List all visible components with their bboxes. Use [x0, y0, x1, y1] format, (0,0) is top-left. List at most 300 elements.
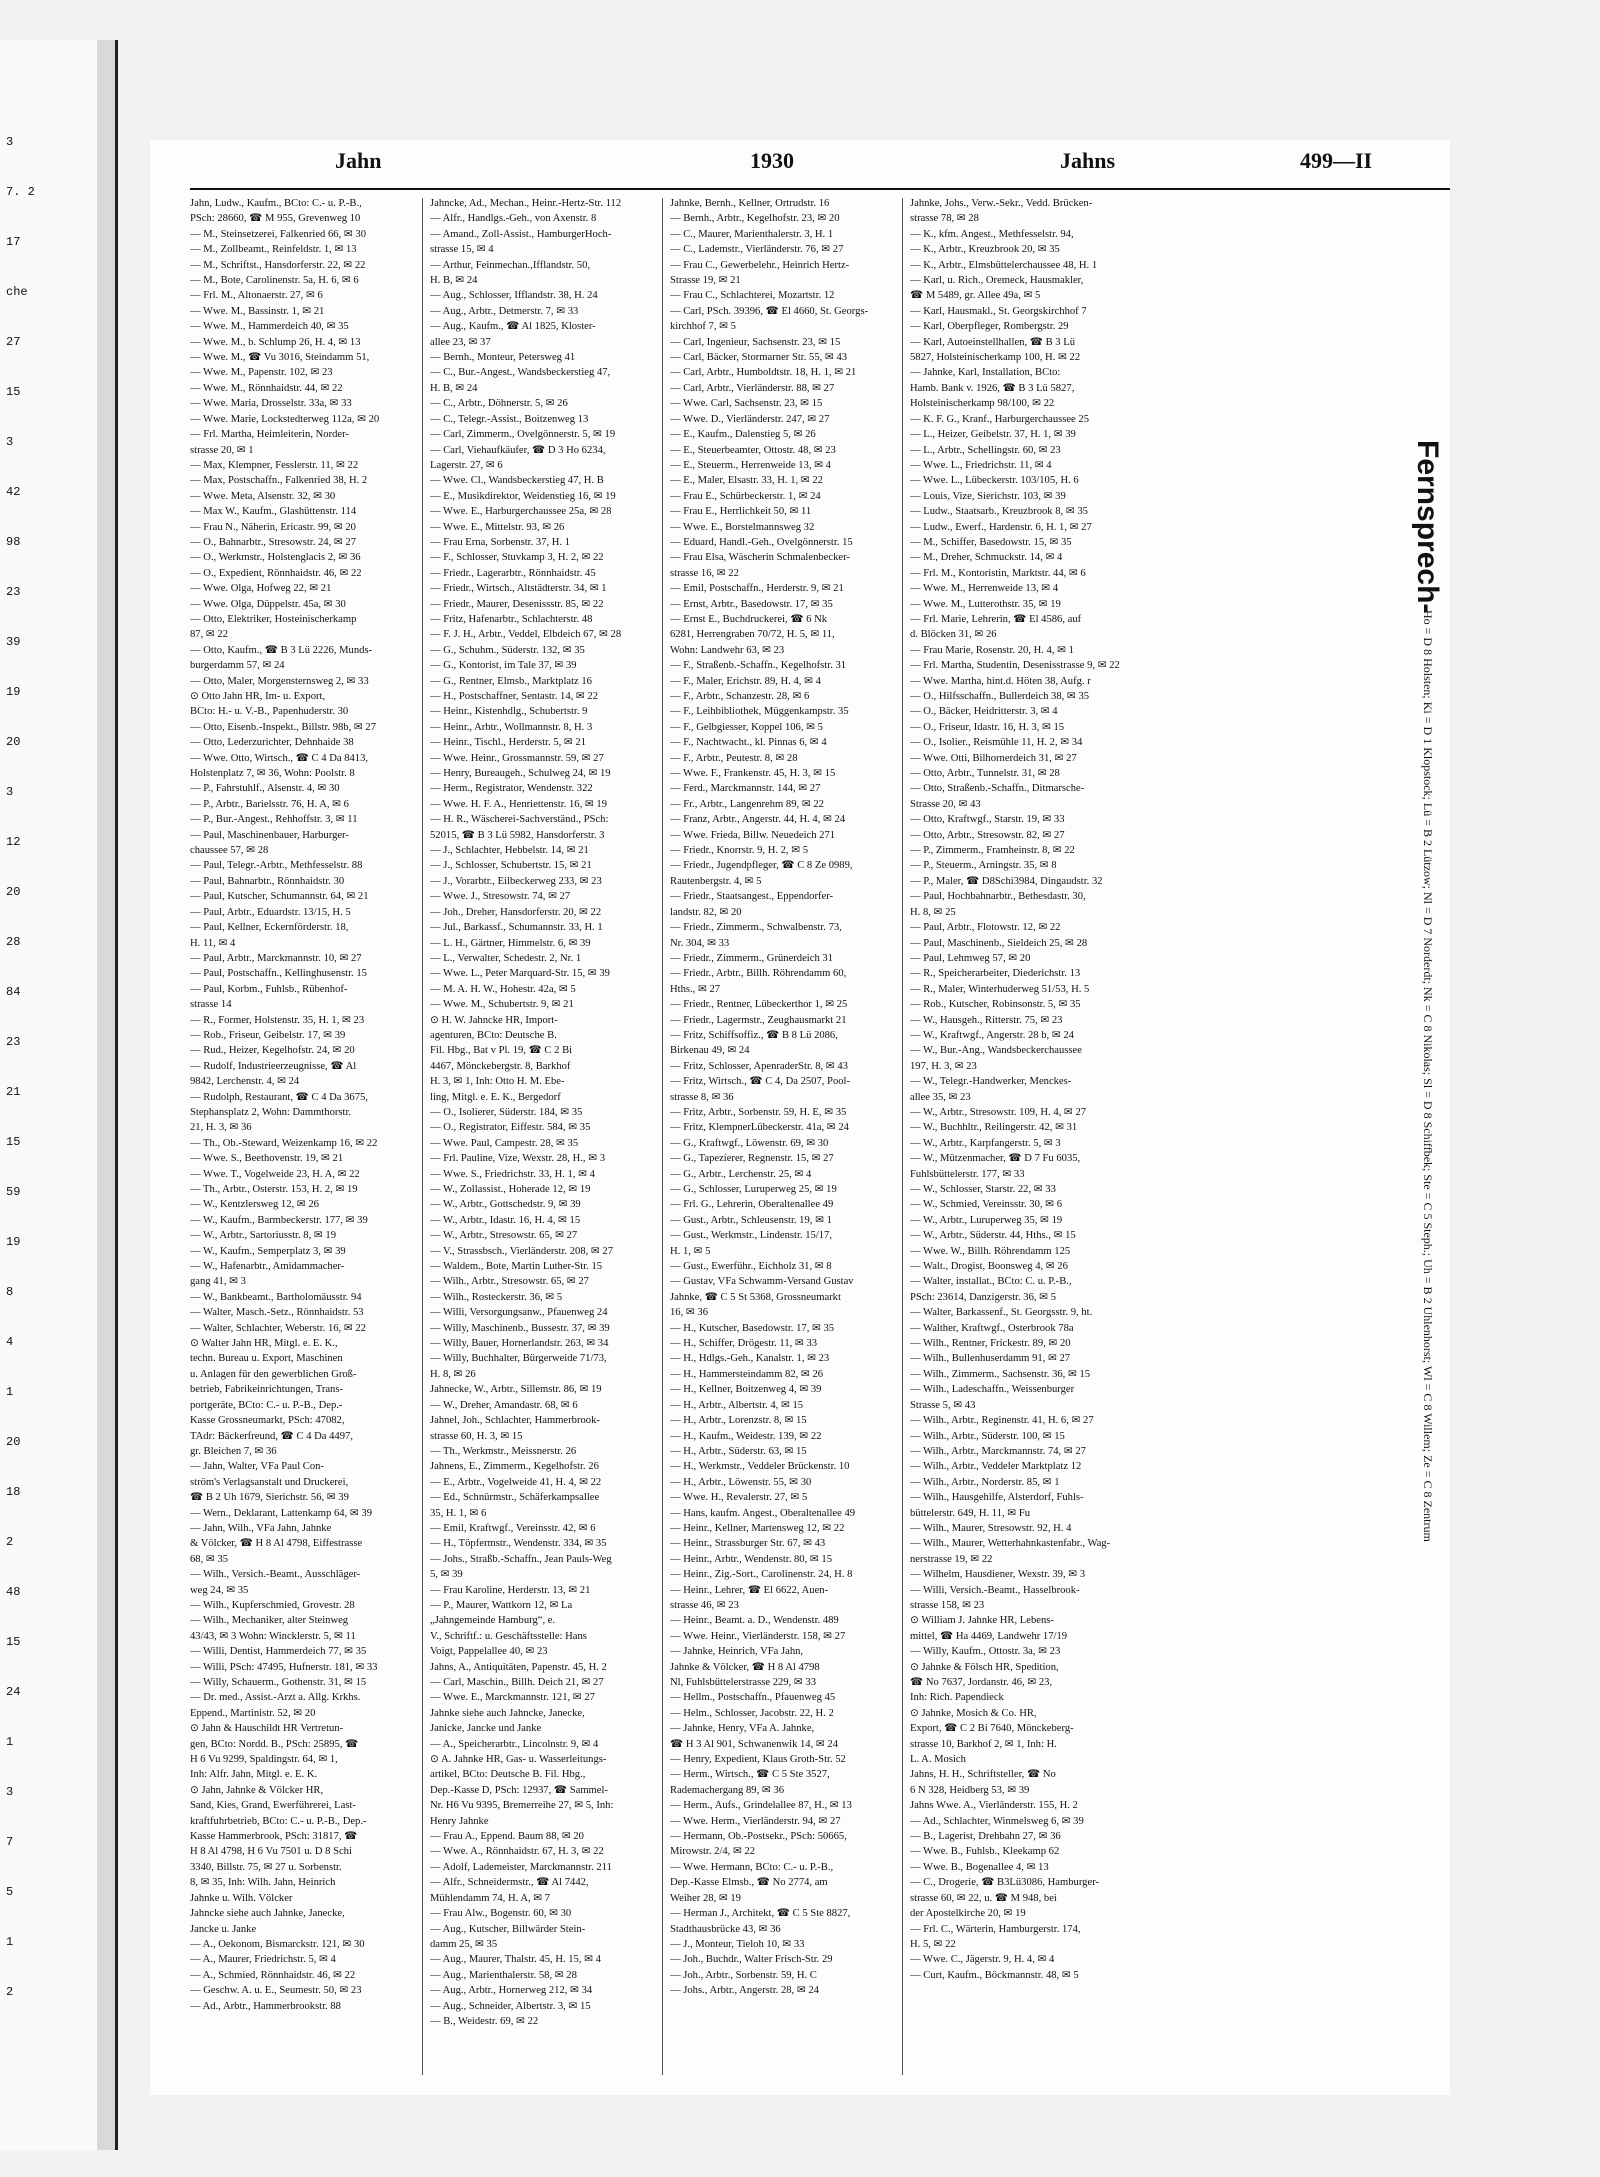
- directory-entry: portgeräte, BCto: C.- u. P.-B., Dep.-: [190, 1399, 343, 1411]
- directory-entry: — Walter, Barkassenf., St. Georgsstr. 9, ht.: [910, 1307, 1093, 1319]
- directory-entry: Jahns Wwe. A., Vierländerstr. 155, H. 2: [910, 1800, 1078, 1812]
- directory-entry: — Wwe. M., Schubertstr. 9, ✉ 21: [430, 999, 574, 1011]
- directory-entry: — Frl. Martha, Studentin, Desenisstrasse 9, ✉ 22: [910, 660, 1120, 672]
- directory-entry: — Wilh., Arbtr., Veddeler Marktplatz 12: [910, 1461, 1082, 1473]
- directory-entry: — Wilh., Zimmerm., Sachsenstr. 36, ✉ 15: [910, 1368, 1091, 1380]
- margin-fragment: 12: [6, 835, 21, 849]
- directory-entry: 6 N 328, Heidberg 53, ✉ 39: [910, 1784, 1030, 1796]
- margin-fragment: 7. 2: [6, 185, 35, 199]
- directory-entry: Fuhlsbüttelerstr. 177, ✉ 33: [910, 1168, 1025, 1180]
- directory-entry: — E., Steuerm., Herrenweide 13, ✉ 4: [670, 459, 831, 471]
- directory-entry: — Ad., Schlachter, Winmelsweg 6, ✉ 39: [910, 1815, 1084, 1827]
- directory-entry: — Helm., Schlosser, Jacobstr. 22, H. 2: [670, 1707, 834, 1719]
- directory-entry: — Wilh., Kupferschmied, Grovestr. 28: [190, 1599, 355, 1611]
- directory-entry: — H. R., Wäscherei-Sachverständ., PSch:: [430, 814, 609, 826]
- directory-entry: — P., Zimmerm., Framheinstr. 8, ✉ 22: [910, 845, 1075, 857]
- directory-entry: — J., Vorarbtr., Eilbeckerweg 233, ✉ 23: [430, 875, 602, 887]
- directory-entry: strasse 158, ✉ 23: [910, 1599, 985, 1611]
- directory-entry: — Th., Arbtr., Osterstr. 153, H. 2, ✉ 19: [190, 1184, 358, 1195]
- directory-entry: gr. Bleichen 7, ✉ 36: [190, 1445, 277, 1457]
- directory-entry: — Th., Ob.-Steward, Weizenkamp 16, ✉ 22: [190, 1137, 378, 1149]
- directory-entry: — Willi, Versorgungsanw., Pfauenweg 24: [430, 1307, 608, 1319]
- directory-entry: — Wwe. H. F. A., Henriettenstr. 16, ✉ 19: [430, 798, 608, 810]
- directory-entry: Voigt, Pappelallee 40, ✉ 23: [430, 1646, 548, 1658]
- directory-entry: — Wwe. F., Frankenstr. 45, H. 3, ✉ 15: [670, 768, 836, 780]
- directory-entry: — Curt, Kaufm., Böckmannstr. 48, ✉ 5: [910, 1969, 1079, 1981]
- directory-entry: strasse 60, H. 3, ✉ 15: [430, 1430, 523, 1442]
- directory-entry: „Jahngemeinde Hamburg“, e.: [430, 1615, 556, 1627]
- margin-fragment: 24: [6, 1685, 21, 1699]
- directory-entry: — Rob., Friseur, Geibelstr. 17, ✉ 39: [190, 1029, 346, 1041]
- directory-entry: BCto: H.- u. V.-B., Papenhuderstr. 30: [190, 706, 349, 718]
- directory-entry: — Walther, Kraftwgf., Osterbrook 78a: [910, 1322, 1074, 1334]
- directory-entry: — V., Strassbsch., Vierländerstr. 208, ✉ 27: [430, 1245, 614, 1257]
- directory-entry: Holstenplatz 7, ✉ 36, Wohn: Poolstr. 8: [190, 768, 355, 780]
- page-number: 499—II: [1300, 148, 1373, 173]
- margin-fragment: 21: [6, 1085, 21, 1099]
- directory-entry: — M., Steinsetzerei, Falkenried 66, ✉ 30: [190, 228, 366, 240]
- directory-entry: — Paul, Kellner, Eckernförderstr. 18,: [190, 922, 349, 934]
- directory-entry: agenturen, BCto: Deutsche B.: [430, 1029, 557, 1041]
- directory-entry: — H., Werkmstr., Veddeler Brückenstr. 10: [670, 1461, 850, 1473]
- directory-entry: — G., Arbtr., Lerchenstr. 25, ✉ 4: [670, 1168, 812, 1180]
- directory-entry: 9842, Lerchenstr. 4, ✉ 24: [190, 1076, 300, 1088]
- directory-entry: — Paul, Arbtr., Marckmannstr. 10, ✉ 27: [190, 952, 362, 964]
- directory-entry: — Frau Marie, Rosenstr. 20, H. 4, ✉ 1: [910, 644, 1074, 656]
- directory-entry: — Otto, Eisenb.-Inspekt., Billstr. 98b, ✉ 27: [190, 721, 377, 733]
- margin-fragment: 3: [6, 135, 14, 149]
- directory-entry: ⊙ H. W. Jahncke HR, Import-: [430, 1014, 558, 1026]
- directory-entry: — Wwe. S., Beethovenstr. 19, ✉ 21: [190, 1153, 344, 1165]
- directory-entry: — Heinr., Zig.-Sort., Carolinenstr. 24, H. 8: [670, 1569, 853, 1581]
- directory-entry: — Paul, Maschinenbauer, Harburger-: [190, 829, 349, 841]
- directory-entry: — H., Kaufm., Weidestr. 139, ✉ 22: [670, 1430, 822, 1442]
- directory-entry: — Friedr., Lagerarbtr., Rönnhaidstr. 45: [430, 567, 596, 579]
- directory-entry: — Henry, Expedient, Klaus Groth-Str. 52: [670, 1754, 846, 1766]
- directory-entry: — C., Telegr.-Assist., Boitzenweg 13: [430, 413, 589, 425]
- directory-entry: — Rudolph, Restaurant, ☎ C 4 Da 3675,: [190, 1091, 368, 1103]
- directory-entry: — Wilh., Hausgehilfe, Alsterdorf, Fuhls-: [910, 1492, 1084, 1504]
- directory-entry: — Paul, Telegr.-Arbtr., Methfesselstr. 88: [190, 860, 363, 872]
- directory-entry: — Rob., Kutscher, Robinsonstr. 5, ✉ 35: [910, 999, 1081, 1011]
- directory-entry: ⊙ Jahnke & Fölsch HR, Spedition,: [910, 1661, 1059, 1673]
- header-year: 1930: [750, 148, 794, 173]
- directory-entry: — H., Arbtr., Lorenzstr. 8, ✉ 15: [670, 1415, 807, 1427]
- directory-entry: allee 23, ✉ 37: [430, 336, 491, 348]
- directory-entry: — Wwe. M., Rönnhaidstr. 44, ✉ 22: [190, 382, 343, 394]
- directory-entry: strasse 16, ✉ 22: [670, 567, 739, 579]
- directory-entry: — W., Arbtr., Stresowstr. 109, H. 4, ✉ 27: [910, 1106, 1087, 1118]
- directory-entry: 4467, Mönckebergstr. 8, Barkhof: [430, 1060, 571, 1072]
- phone-exchange-legend: [1406, 440, 1450, 2090]
- directory-entry: — Jahn, Wilh., VFa Jahn, Jahnke: [190, 1522, 332, 1534]
- directory-entry: — Aug., Schlosser, Ifflandstr. 38, H. 24: [430, 290, 598, 302]
- directory-entry: nerstrasse 19, ✉ 22: [910, 1553, 993, 1565]
- directory-entry: — Paul, Lehmweg 57, ✉ 20: [910, 952, 1031, 964]
- directory-entry: — Wilh., Arbtr., Marckmannstr. 74, ✉ 27: [910, 1445, 1086, 1457]
- directory-entry: — Aug., Schneider, Albertstr. 3, ✉ 15: [430, 2000, 591, 2012]
- directory-entry: — Wwe. L., Friedrichstr. 11, ✉ 4: [910, 459, 1052, 471]
- directory-entry: — G., Rentner, Elmsb., Marktplatz 16: [430, 675, 592, 687]
- directory-entry: — Aug., Maurer, Thalstr. 45, H. 15, ✉ 4: [430, 1954, 601, 1966]
- directory-entry: — Gust., Werkmstr., Lindenstr. 15/17,: [670, 1230, 832, 1242]
- directory-entry: — Bernh., Monteur, Petersweg 41: [430, 352, 576, 364]
- directory-entry: — E., Kaufm., Dalenstieg 5, ✉ 26: [670, 429, 816, 441]
- margin-fragment: 59: [6, 1185, 21, 1199]
- directory-entry: Rautenbergstr. 4, ✉ 5: [670, 875, 762, 887]
- directory-entry: landstr. 82, ✉ 20: [670, 906, 742, 918]
- directory-entry: Jahnel, Joh., Schlachter, Hammerbrook-: [430, 1415, 600, 1427]
- directory-entry: — Amand., Zoll-Assist., HamburgerHoch-: [430, 228, 612, 240]
- legend-text: Ho = D 8 Holsten; Ki = D 1 Klopstock; Lü = B 2 Lützow; Nl = D 7 Norderdt; Nk = C 8 Nikolas; Sl = D 8 Schiffbek; Ste = C 5 Steph.; Uh = B 2 Uhlenhorst; Wl = C 8 Willem; Ze = C 8 Zentrum: [1421, 610, 1435, 1542]
- directory-entry: — Wwe. Cl., Wandsbeckerstieg 47, H. B: [430, 475, 604, 487]
- directory-entry: ☎ No 7637, Jordanstr. 46, ✉ 23,: [910, 1677, 1053, 1688]
- directory-entry: Jahnke, Bernh., Kellner, Ortrudstr. 16: [670, 198, 830, 209]
- directory-entry: — Ludw., Staatsarb., Kreuzbrook 8, ✉ 35: [910, 506, 1088, 518]
- directory-entry: H. B, ✉ 24: [430, 275, 478, 287]
- directory-entry: — Hermann, Ob.-Postsekr., PSch: 50665,: [670, 1831, 847, 1843]
- directory-entry: — Ad., Arbtr., Hammerbrookstr. 88: [190, 2000, 341, 2012]
- column-4: [910, 196, 1135, 1983]
- directory-entry: — Franz, Arbtr., Angerstr. 44, H. 4, ✉ 24: [670, 814, 846, 826]
- directory-entry: — Wwe. Otti, Bilhornerdeich 31, ✉ 27: [910, 752, 1077, 764]
- directory-entry: — Aug., Kaufm., ☎ Al 1825, Kloster-: [430, 321, 596, 333]
- directory-entry: — Wwe. E., Harburgerchaussee 25a, ✉ 28: [430, 506, 612, 518]
- directory-entry: — W., Buchhltr., Reilingerstr. 42, ✉ 31: [910, 1122, 1078, 1134]
- directory-entry: — Th., Werkmstr., Meissnerstr. 26: [430, 1445, 577, 1457]
- directory-entry: — Walter, installat., BCto: C. u. P.-B.,: [910, 1276, 1072, 1288]
- directory-entry: strasse 14: [190, 999, 232, 1011]
- directory-entry: strasse 60, ✉ 22, u. ☎ M 948, bei: [910, 1892, 1057, 1904]
- directory-entry: — Carl, Zimmerm., Ovelgönnerstr. 5, ✉ 19: [430, 429, 616, 441]
- directory-entry: — Wilh., Rosteckerstr. 36, ✉ 5: [430, 1291, 563, 1303]
- directory-entry: 5827, Holsteinischerkamp 100, H. ✉ 22: [910, 352, 1081, 364]
- directory-entry: — W., Arbtr., Karpfangerstr. 5, ✉ 3: [910, 1137, 1061, 1149]
- directory-entry: — K., Arbtr., Kreuzbrook 20, ✉ 35: [910, 244, 1060, 256]
- directory-entry: 16, ✉ 36: [670, 1307, 709, 1319]
- directory-entry: — Wilhelm, Hausdiener, Wexstr. 39, ✉ 3: [910, 1569, 1086, 1581]
- column-separator: [662, 198, 663, 2075]
- directory-entry: — R., Maler, Winterhuderweg 51/53, H. 5: [910, 983, 1090, 995]
- directory-entry: — Wwe. Martha, hint.d. Höten 38, Aufg. r: [910, 675, 1091, 687]
- margin-fragment: 27: [6, 335, 21, 349]
- directory-entry: — L. H., Gärtner, Himmelstr. 6, ✉ 39: [430, 937, 591, 949]
- directory-entry: — Heinr., Kellner, Martensweg 12, ✉ 22: [670, 1522, 845, 1534]
- directory-entry: u. Anlagen für den gewerblichen Groß-: [190, 1368, 357, 1380]
- directory-entry: Nr. 304, ✉ 33: [670, 937, 730, 949]
- directory-entry: — Dr. med., Assist.-Arzt a. Allg. Krkhs.: [190, 1692, 361, 1704]
- directory-entry: — F., Straßenb.-Schaffn., Kegelhofstr. 31: [670, 660, 847, 672]
- directory-entry: — F., Gelbgiesser, Koppel 106, ✉ 5: [670, 721, 823, 733]
- directory-entry: Inh: Alfr. Jahn, Mitgl. e. E. K.: [190, 1769, 318, 1781]
- directory-entry: — F., Schlosser, Stuvkamp 3, H. 2, ✉ 22: [430, 552, 604, 564]
- directory-entry: — Wwe. Olga, Düppelstr. 45a, ✉ 30: [190, 598, 346, 610]
- directory-entry: H 8 Al 4798, H 6 Vu 7501 u. D 8 Schi: [190, 1846, 352, 1858]
- directory-entry: — Jul., Barkassf., Schumannstr. 33, H. 1: [430, 922, 603, 934]
- directory-entry: — H., Hammersteindamm 82, ✉ 26: [670, 1368, 824, 1380]
- directory-entry: — Fr., Arbtr., Langenrehm 89, ✉ 22: [670, 798, 824, 810]
- directory-entry: — Hellm., Postschaffn., Pfauenweg 45: [670, 1692, 836, 1704]
- directory-entry: — H., Arbtr., Löwenstr. 55, ✉ 30: [670, 1476, 812, 1488]
- directory-entry: — Frau Erna, Sorbenstr. 37, H. 1: [430, 536, 571, 548]
- directory-entry: — Fritz, KlempnerLübeckerstr. 41a, ✉ 24: [670, 1122, 849, 1134]
- directory-entry: — W., Kaufm., Semperplatz 3, ✉ 39: [190, 1245, 346, 1257]
- directory-entry: — Friedr., Zimmerm., Schwalbenstr. 73,: [670, 922, 842, 934]
- margin-fragment: 2: [6, 1535, 14, 1549]
- directory-entry: betrieb, Fabrikeinrichtungen, Trans-: [190, 1384, 343, 1396]
- directory-entry: — Jahnke, Henry, VFa A. Jahnke,: [670, 1723, 815, 1735]
- directory-entry: — Wwe. E., Mittelstr. 93, ✉ 26: [430, 521, 565, 533]
- directory-entry: H 6 Vu 9299, Spaldingstr. 64, ✉ 1,: [190, 1754, 338, 1766]
- directory-entry: büttelerstr. 649, H. 11, ✉ Fu: [910, 1507, 1031, 1519]
- directory-entry: — E., Arbtr., Vogelweide 41, H. 4, ✉ 22: [430, 1476, 602, 1488]
- directory-entry: — P., Arbtr., Barielsstr. 76, H. A, ✉ 6: [190, 798, 349, 810]
- directory-entry: — Frau A., Eppend. Baum 88, ✉ 20: [430, 1831, 584, 1843]
- directory-entry: — Johs., Straßb.-Schaffn., Jean Pauls-Weg: [430, 1553, 612, 1565]
- directory-entry: — W., Schmied, Vereinsstr. 30, ✉ 6: [910, 1199, 1062, 1211]
- directory-entry: — Wilh., Mechaniker, alter Steinweg: [190, 1615, 349, 1627]
- directory-entry: — Willy, Bauer, Hornerlandstr. 263, ✉ 34: [430, 1338, 609, 1350]
- directory-entry: — Carl, Arbtr., Vierländerstr. 88, ✉ 27: [670, 382, 835, 394]
- directory-entry: Kasse Grossneumarkt, PSch: 47082,: [190, 1415, 345, 1427]
- directory-entry: Hths., ✉ 27: [670, 983, 721, 995]
- directory-entry: ling, Mitgl. e. E. K., Bergedorf: [430, 1091, 561, 1103]
- directory-entry: — Wern., Deklarant, Lattenkamp 64, ✉ 39: [190, 1507, 372, 1519]
- directory-entry: — Gustav, VFa Schwamm-Versand Gustav: [670, 1276, 854, 1288]
- directory-entry: — Walt., Drogist, Boonsweg 4, ✉ 26: [910, 1261, 1068, 1273]
- directory-entry: — A., Oekonom, Bismarckstr. 121, ✉ 30: [190, 1938, 365, 1950]
- directory-entry: — Wwe. B., Fuhlsb., Kleekamp 62: [910, 1846, 1060, 1858]
- directory-entry: Dep.-Kasse Elmsb., ☎ No 2774, am: [670, 1877, 828, 1889]
- directory-entry: Jahncke siehe auch Jahnke, Janecke,: [190, 1908, 345, 1920]
- directory-entry: Nr. H6 Vu 9395, Bremerreihe 27, ✉ 5, Inh:: [430, 1800, 614, 1812]
- directory-entry: artikel, BCto: Deutsche B. Fil. Hbg.,: [430, 1769, 586, 1781]
- directory-entry: — M., Schriftst., Hansdorferstr. 22, ✉ 22: [190, 259, 366, 271]
- directory-entry: d. Blöcken 31, ✉ 26: [910, 629, 997, 641]
- directory-entry: — K. F. G., Kranf., Harburgerchaussee 25: [910, 413, 1090, 425]
- directory-entry: — Heinr., Lehrer, ☎ El 6622, Auen-: [670, 1584, 829, 1596]
- directory-entry: Jahns, H. H., Schriftsteller, ☎ No: [910, 1769, 1056, 1781]
- directory-entry: — Frl. G., Lehrerin, Oberaltenallee 49: [670, 1199, 834, 1211]
- directory-entry: — Bernh., Arbtr., Kegelhofstr. 23, ✉ 20: [670, 213, 840, 225]
- directory-entry: — Frl. M., Altonaerstr. 27, ✉ 6: [190, 290, 323, 302]
- directory-entry: ☎ M 5489, gr. Allee 49a, ✉ 5: [910, 290, 1041, 302]
- directory-entry: — W., Bur.-Ang., Wandsbeckerchaussee: [910, 1045, 1082, 1057]
- directory-entry: — Heinr., Arbtr., Wendenstr. 80, ✉ 15: [670, 1553, 833, 1565]
- margin-fragment: 19: [6, 685, 21, 699]
- header-right-keyword: Jahns: [1060, 148, 1116, 173]
- margin-fragment: 20: [6, 1435, 21, 1449]
- directory-entry: — G., Kontorist, im Tale 37, ✉ 39: [430, 660, 577, 672]
- directory-entry: — Wwe. Hermann, BCto: C.- u. P.-B.,: [670, 1861, 834, 1873]
- directory-entry: — Karl, u. Rich., Oremeck, Hausmakler,: [910, 275, 1084, 287]
- directory-entry: — Frau E., Schürbeckerstr. 1, ✉ 24: [670, 490, 821, 502]
- directory-entry: — Herm., Aufs., Grindelallee 87, H., ✉ 13: [670, 1800, 852, 1812]
- directory-entry: — Wwe. S., Friedrichstr. 33, H. 1, ✉ 4: [430, 1168, 595, 1180]
- directory-entry: — W., Hafenarbtr., Amidammacher-: [190, 1261, 345, 1273]
- directory-entry: — W., Telegr.-Handwerker, Menckes-: [910, 1076, 1072, 1088]
- directory-entry: — O., Werkmstr., Holstenglacis 2, ✉ 36: [190, 552, 361, 564]
- margin-fragment: 2: [6, 1985, 14, 1999]
- margin-fragment: che: [6, 285, 28, 299]
- margin-fragment: 1: [6, 1735, 14, 1749]
- directory-entry: damm 25, ✉ 35: [430, 1938, 498, 1950]
- directory-entry: — Wilh., Maurer, Wetterhahnkastenfabr., Wag-: [910, 1538, 1111, 1550]
- margin-fragment: 15: [6, 1135, 21, 1149]
- margin-fragment: 4: [6, 1335, 14, 1349]
- directory-entry: — Otto, Elektriker, Hosteinischerkamp: [190, 613, 357, 625]
- directory-entry: — Rudolf, Industrieerzeugnisse, ☎ Al: [190, 1060, 357, 1072]
- directory-entry: — W., Arbtr., Idastr. 16, H. 4, ✉ 15: [430, 1214, 581, 1226]
- margin-fragment: 1: [6, 1385, 14, 1399]
- directory-entry: — Wwe. L., Peter Marquard-Str. 15, ✉ 39: [430, 968, 610, 980]
- directory-entry: Strasse 5, ✉ 43: [910, 1399, 976, 1411]
- directory-entry: — Wwe. E., Marckmannstr. 121, ✉ 27: [430, 1692, 595, 1704]
- directory-entry: — Frl. Pauline, Vize, Wexstr. 28, H., ✉ 3: [430, 1153, 606, 1165]
- directory-entry: — Fritz, Wirtsch., ☎ C 4, Da 2507, Pool-: [670, 1076, 851, 1088]
- directory-entry: — Jahnke, Heinrich, VFa Jahn,: [670, 1646, 804, 1658]
- directory-entry: — W., Arbtr., Stresowstr. 65, ✉ 27: [430, 1230, 578, 1242]
- previous-page-edge: [0, 40, 118, 2150]
- directory-entry: strasse 20, ✉ 1: [190, 444, 254, 456]
- directory-entry: — Wwe. M., Papenstr. 102, ✉ 23: [190, 367, 333, 379]
- column-2: [430, 196, 655, 2029]
- directory-entry: — Paul, Postschaffn., Kellinghusenstr. 15: [190, 968, 367, 980]
- column-3: [670, 196, 895, 1999]
- directory-entry: — F., Arbtr., Schanzestr. 28, ✉ 6: [670, 691, 810, 702]
- directory-entry: — Wilh., Rentner, Frickestr. 89, ✉ 20: [910, 1338, 1071, 1350]
- directory-entry: — Wwe. M., Hammerdeich 40, ✉ 35: [190, 321, 349, 333]
- directory-entry: — Paul, Bahnarbtr., Rönnhaidstr. 30: [190, 875, 345, 887]
- directory-entry: — Aug., Kutscher, Billwärder Stein-: [430, 1923, 586, 1935]
- directory-entry: ⊙ Jahnke, Mosich & Co. HR,: [910, 1707, 1037, 1719]
- directory-entry: — H., Arbtr., Süderstr. 63, ✉ 15: [670, 1445, 807, 1457]
- directory-entry: — Friedr., Arbtr., Billh. Röhrendamm 60,: [670, 968, 847, 980]
- directory-entry: 43/43, ✉ 3 Wohn: Wincklerstr. 5, ✉ 11: [190, 1630, 356, 1642]
- directory-entry: — Wwe. L., Lübeckerstr. 103/105, H. 6: [910, 475, 1079, 487]
- directory-entry: — Wwe. C., Jägerstr. 9, H. 4, ✉ 4: [910, 1954, 1055, 1966]
- margin-fragment: 20: [6, 735, 21, 749]
- directory-entry: — Frl. Marie, Lehrerin, ☎ El 4586, auf: [910, 613, 1082, 625]
- directory-entry: kraftfuhrbetrieb, BCto: C.- u. P.-B., Dep.-: [190, 1815, 367, 1827]
- directory-entry: — Wwe. H., Revalerstr. 27, ✉ 5: [670, 1492, 808, 1504]
- directory-entry: — Waldem., Bote, Martin Luther-Str. 15: [430, 1261, 603, 1273]
- directory-entry: Lagerstr. 27, ✉ 6: [430, 459, 503, 471]
- margin-fragment: 17: [6, 235, 21, 249]
- directory-entry: — Friedr., Staatsangest., Eppendorfer-: [670, 891, 834, 903]
- directory-entry: — H., Kutscher, Basedowstr. 17, ✉ 35: [670, 1322, 835, 1334]
- directory-entry: ⊙ Otto Jahn HR, Im- u. Export,: [190, 691, 326, 702]
- directory-entry: — Jahnke, Karl, Installation, BCto:: [910, 367, 1061, 379]
- directory-entry: Rademachergang 89, ✉ 36: [670, 1784, 784, 1796]
- margin-fragment: 8: [6, 1285, 14, 1299]
- margin-fragment: 23: [6, 1035, 21, 1049]
- directory-entry: 8, ✉ 35, Inh: Wilh. Jahn, Heinrich: [190, 1877, 336, 1889]
- column-separator: [422, 198, 423, 2075]
- directory-entry: Wohn: Landwehr 63, ✉ 23: [670, 644, 785, 656]
- directory-entry: — Johs., Arbtr., Angerstr. 28, ✉ 24: [670, 1985, 819, 1997]
- directory-entry: — O., Registrator, Eiffestr. 584, ✉ 35: [430, 1122, 591, 1134]
- directory-entry: H. 5, ✉ 22: [910, 1938, 956, 1950]
- directory-entry: — O., Isolier., Reismühle 11, H. 2, ✉ 34: [910, 737, 1083, 749]
- directory-entry: — Otto, Kraftwgf., Starstr. 19, ✉ 33: [910, 814, 1065, 826]
- directory-entry: — Otto, Kaufm., ☎ B 3 Lü 2226, Munds-: [190, 644, 373, 656]
- directory-entry: — Karl, Autoeinstellhallen, ☎ B 3 Lü: [910, 336, 1076, 348]
- margin-fragment: 18: [6, 1485, 21, 1499]
- directory-entry: — Willi, Dentist, Hammerdeich 77, ✉ 35: [190, 1646, 367, 1658]
- directory-entry: — Wwe. Heinr., Grossmannstr. 59, ✉ 27: [430, 752, 604, 764]
- directory-entry: — Gust., Arbtr., Schleusenstr. 19, ✉ 1: [670, 1214, 832, 1226]
- directory-entry: Holsteinischerkamp 98/100, ✉ 22: [910, 398, 1055, 410]
- directory-entry: Weiher 28, ✉ 19: [670, 1892, 741, 1904]
- directory-entry: burgerdamm 57, ✉ 24: [190, 660, 285, 672]
- directory-entry: — A., Schmied, Rönnhaidstr. 46, ✉ 22: [190, 1969, 356, 1981]
- margin-fragment: 98: [6, 535, 21, 549]
- directory-entry: — Joh., Arbtr., Sorbenstr. 59, H. C: [670, 1969, 817, 1981]
- directory-entry: — W., Arbtr., Süderstr. 44, Hths., ✉ 15: [910, 1230, 1076, 1242]
- directory-entry: — G., Schlosser, Luruperweg 25, ✉ 19: [670, 1184, 837, 1195]
- directory-entry: — C., Drogerie, ☎ B3Lü3086, Hamburger-: [910, 1877, 1100, 1889]
- directory-entry: — Willy, Maschinenb., Bussestr. 37, ✉ 39: [430, 1322, 610, 1334]
- directory-entry: Jahnke u. Wilh. Völcker: [190, 1892, 293, 1904]
- directory-entry: — G., Schuhm., Süderstr. 132, ✉ 35: [430, 644, 585, 656]
- directory-entry: strasse 78, ✉ 28: [910, 213, 979, 225]
- directory-entry: — Friedr., Zimmerm., Grünerdeich 31: [670, 952, 833, 964]
- directory-entry: — Joh., Buchdr., Walter Frisch-Str. 29: [670, 1954, 833, 1966]
- margin-fragment: 23: [6, 585, 21, 599]
- directory-entry: Janicke, Jancke und Janke: [430, 1723, 542, 1735]
- directory-entry: Strasse 19, ✉ 21: [670, 275, 741, 287]
- directory-entry: — G., Tapezierer, Regnenstr. 15, ✉ 27: [670, 1153, 834, 1165]
- directory-entry: — Friedr., Wirtsch., Altstädterstr. 34, ✉ 1: [430, 583, 607, 595]
- margin-fragment: 3: [6, 435, 14, 449]
- directory-entry: — Aug., Marienthalerstr. 58, ✉ 28: [430, 1969, 577, 1981]
- directory-entry: — W., Dreher, Amandastr. 68, ✉ 6: [430, 1399, 578, 1411]
- directory-entry: — Otto, Straßenb.-Schaffn., Ditmarsche-: [910, 783, 1085, 795]
- directory-entry: ⊙ William J. Jahnke HR, Lebens-: [910, 1615, 1054, 1627]
- directory-entry: — R., Former, Holstenstr. 35, H. 1, ✉ 23: [190, 1014, 365, 1026]
- directory-entry: — Paul, Hochbahnarbtr., Bethesdastr. 30,: [910, 891, 1086, 903]
- directory-entry: — Carl, PSch. 39396, ☎ El 4660, St. Georgs-: [670, 305, 869, 317]
- directory-entry: — Carl, Bäcker, Stormarner Str. 55, ✉ 43: [670, 352, 848, 364]
- directory-entry: — Frau C., Gewerbelehr., Heinrich Hertz-: [670, 259, 850, 271]
- directory-entry: — Wilh., Bullenhuserdamm 91, ✉ 27: [910, 1353, 1071, 1365]
- directory-entry: — Willy, Buchhalter, Bürgerweide 71/73,: [430, 1353, 607, 1365]
- directory-entry: — B., Weidestr. 69, ✉ 22: [430, 2015, 539, 2027]
- directory-entry: Henry Jahnke: [430, 1815, 489, 1827]
- directory-entry: TAdr: Bäckerfreund, ☎ C 4 Da 4497,: [190, 1430, 353, 1442]
- margin-fragment: 5: [6, 1885, 14, 1899]
- directory-entry: — Jahn, Walter, VFa Paul Con-: [190, 1461, 324, 1473]
- directory-entry: — F., Nachtwacht., kl. Pinnas 6, ✉ 4: [670, 737, 827, 749]
- directory-entry: — Ernst, Arbtr., Basedowstr. 17, ✉ 35: [670, 598, 833, 610]
- directory-entry: — Wwe. M., Herrenweide 13, ✉ 4: [910, 583, 1059, 595]
- directory-entry: — Otto, Arbtr., Tunnelstr. 31, ✉ 28: [910, 768, 1060, 780]
- directory-entry: — Ferd., Marckmannstr. 144, ✉ 27: [670, 783, 821, 795]
- directory-entry: — W., Schlosser, Starstr. 22, ✉ 33: [910, 1184, 1056, 1195]
- directory-entry: — E., Steuerbeamter, Ottostr. 48, ✉ 23: [670, 444, 836, 456]
- directory-entry: — M., Zollbeamt., Reinfeldstr. 1, ✉ 13: [190, 244, 357, 256]
- directory-entry: Jahnke, Johs., Verw.-Sekr., Vedd. Brücken-: [910, 198, 1093, 209]
- directory-entry: — Wilh., Ladeschaffn., Weissenburger: [910, 1384, 1075, 1396]
- directory-entry: — P., Maler, ☎ D8Schi3984, Dingaudstr. 32: [910, 875, 1103, 887]
- header-left-keyword: Jahn: [335, 148, 382, 173]
- margin-fragment: 84: [6, 985, 21, 999]
- directory-entry: — W., Kraftwgf., Angerstr. 28 b, ✉ 24: [910, 1029, 1074, 1041]
- directory-entry: — A., Speicherarbtr., Lincolnstr. 9, ✉ 4: [430, 1738, 599, 1750]
- directory-entry: gang 41, ✉ 3: [190, 1276, 246, 1288]
- directory-entry: Jahnens, E., Zimmerm., Kegelhofstr. 26: [430, 1461, 599, 1473]
